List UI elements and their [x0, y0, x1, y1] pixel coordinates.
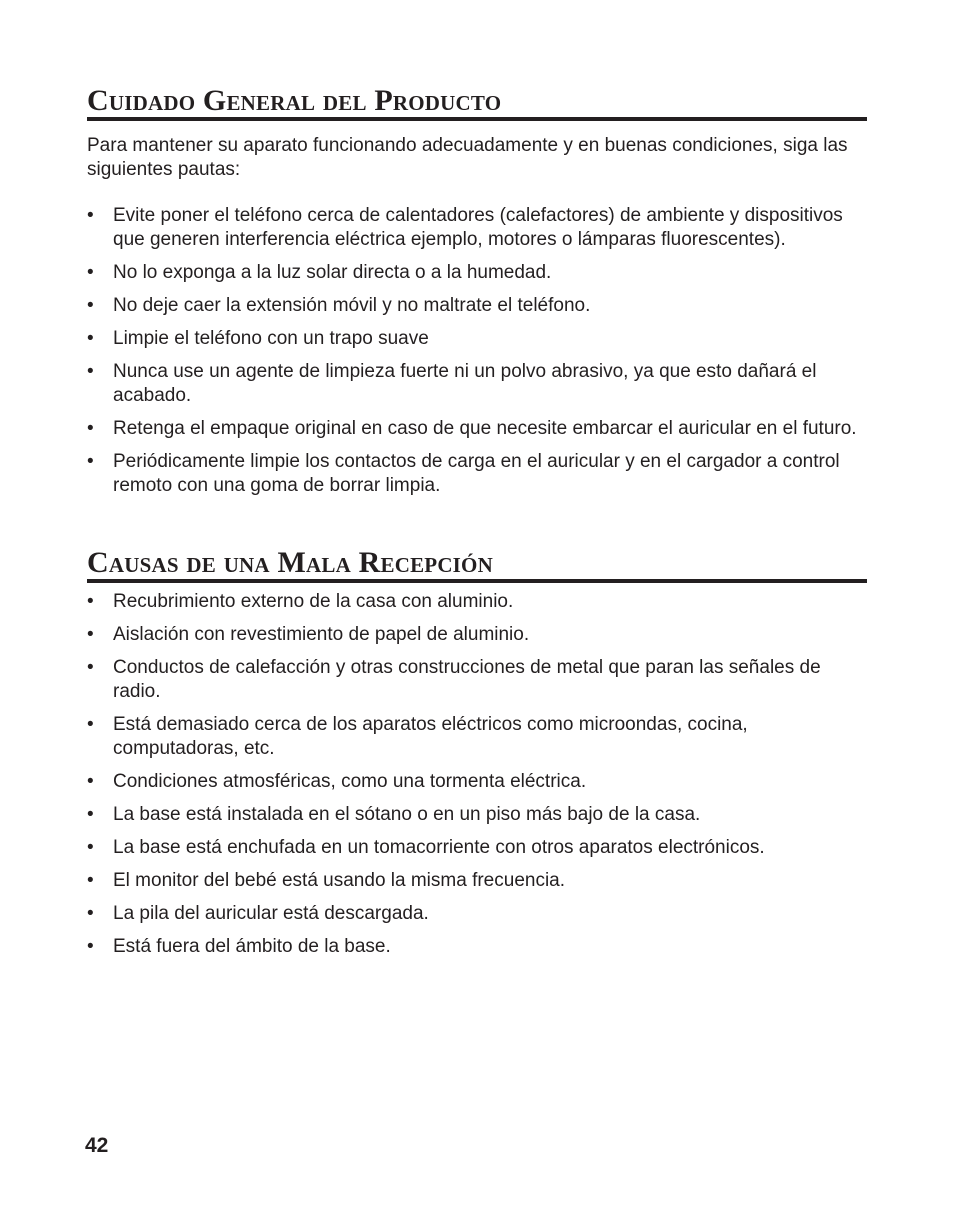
list-item: [87, 294, 867, 318]
list-item-text: La base está instalada en el sótano o en un piso más bajo de la casa.: [113, 804, 701, 825]
list-item-text: Aislación con revestimiento de papel de aluminio.: [113, 624, 530, 645]
list-item-text: Condiciones atmosféricas, como una tormenta eléctrica.: [113, 771, 587, 792]
bullet-icon: •: [87, 361, 94, 382]
bullet-list: [87, 590, 867, 959]
list-item: [87, 656, 867, 704]
list-item-text: No lo exponga a la luz solar directa o a la humedad.: [113, 262, 552, 283]
bullet-icon: •: [87, 205, 94, 226]
list-item-text: Nunca use un agente de limpieza fuerte ni un polvo abrasivo, ya que esto dañará el acabado.: [113, 361, 817, 406]
list-item-text: La base está enchufada en un tomacorriente con otros aparatos electrónicos.: [113, 837, 765, 858]
list-item: [87, 713, 867, 761]
list-item-text: La pila del auricular está descargada.: [113, 903, 429, 924]
list-item-text: Recubrimiento externo de la casa con aluminio.: [113, 591, 514, 612]
list-item-text: Limpie el teléfono con un trapo suave: [113, 328, 429, 349]
section-intro: Para mantener su aparato funcionando adecuadamente y en buenas condiciones, siga las siguientes pautas:: [87, 135, 848, 180]
list-item: [87, 417, 867, 441]
bullet-icon: •: [87, 657, 94, 678]
list-item: [87, 450, 867, 498]
list-item: [87, 935, 867, 959]
section-poor-reception-causes: [87, 548, 867, 968]
bullet-icon: •: [87, 624, 94, 645]
list-item: [87, 360, 867, 408]
bullet-icon: •: [87, 591, 94, 612]
list-item-text: Está fuera del ámbito de la base.: [113, 936, 391, 957]
list-item: [87, 803, 867, 827]
bullet-icon: •: [87, 771, 94, 792]
list-item: [87, 836, 867, 860]
list-item-text: El monitor del bebé está usando la misma frecuencia.: [113, 870, 566, 891]
list-item-text: Evite poner el teléfono cerca de calentadores (calefactores) de ambiente y dispositivos que generen interferencia eléctrica ejemplo, motores o lámparas fluorescentes).: [113, 205, 843, 250]
list-item-text: Está demasiado cerca de los aparatos eléctricos como microondas, cocina, computadoras, etc.: [113, 714, 748, 759]
bullet-icon: •: [87, 262, 94, 283]
section-title: Cuidado General del Producto: [87, 86, 867, 121]
bullet-icon: •: [87, 936, 94, 957]
list-item-text: No deje caer la extensión móvil y no maltrate el teléfono.: [113, 295, 591, 316]
list-item-text: Retenga el empaque original en caso de que necesite embarcar el auricular en el futuro.: [113, 418, 857, 439]
bullet-icon: •: [87, 451, 94, 472]
list-item: [87, 327, 867, 351]
list-item: [87, 623, 867, 647]
list-item: [87, 770, 867, 794]
list-item: [87, 204, 867, 252]
bullet-icon: •: [87, 328, 94, 349]
page-number: 42: [85, 1134, 109, 1157]
list-item: [87, 902, 867, 926]
bullet-list: [87, 204, 867, 498]
list-item: [87, 590, 867, 614]
list-item-text: Conductos de calefacción y otras construcciones de metal que paran las señales de radio.: [113, 657, 821, 702]
bullet-icon: •: [87, 804, 94, 825]
bullet-icon: •: [87, 837, 94, 858]
bullet-icon: •: [87, 714, 94, 735]
bullet-icon: •: [87, 418, 94, 439]
bullet-icon: •: [87, 870, 94, 891]
list-item: [87, 261, 867, 285]
bullet-icon: •: [87, 903, 94, 924]
section-title: Causas de una Mala Recepción: [87, 548, 867, 583]
bullet-icon: •: [87, 295, 94, 316]
section-product-care: [87, 86, 867, 507]
list-item-text: Periódicamente limpie los contactos de carga en el auricular y en el cargador a control remoto con una goma de borrar limpia.: [113, 451, 840, 496]
list-item: [87, 869, 867, 893]
